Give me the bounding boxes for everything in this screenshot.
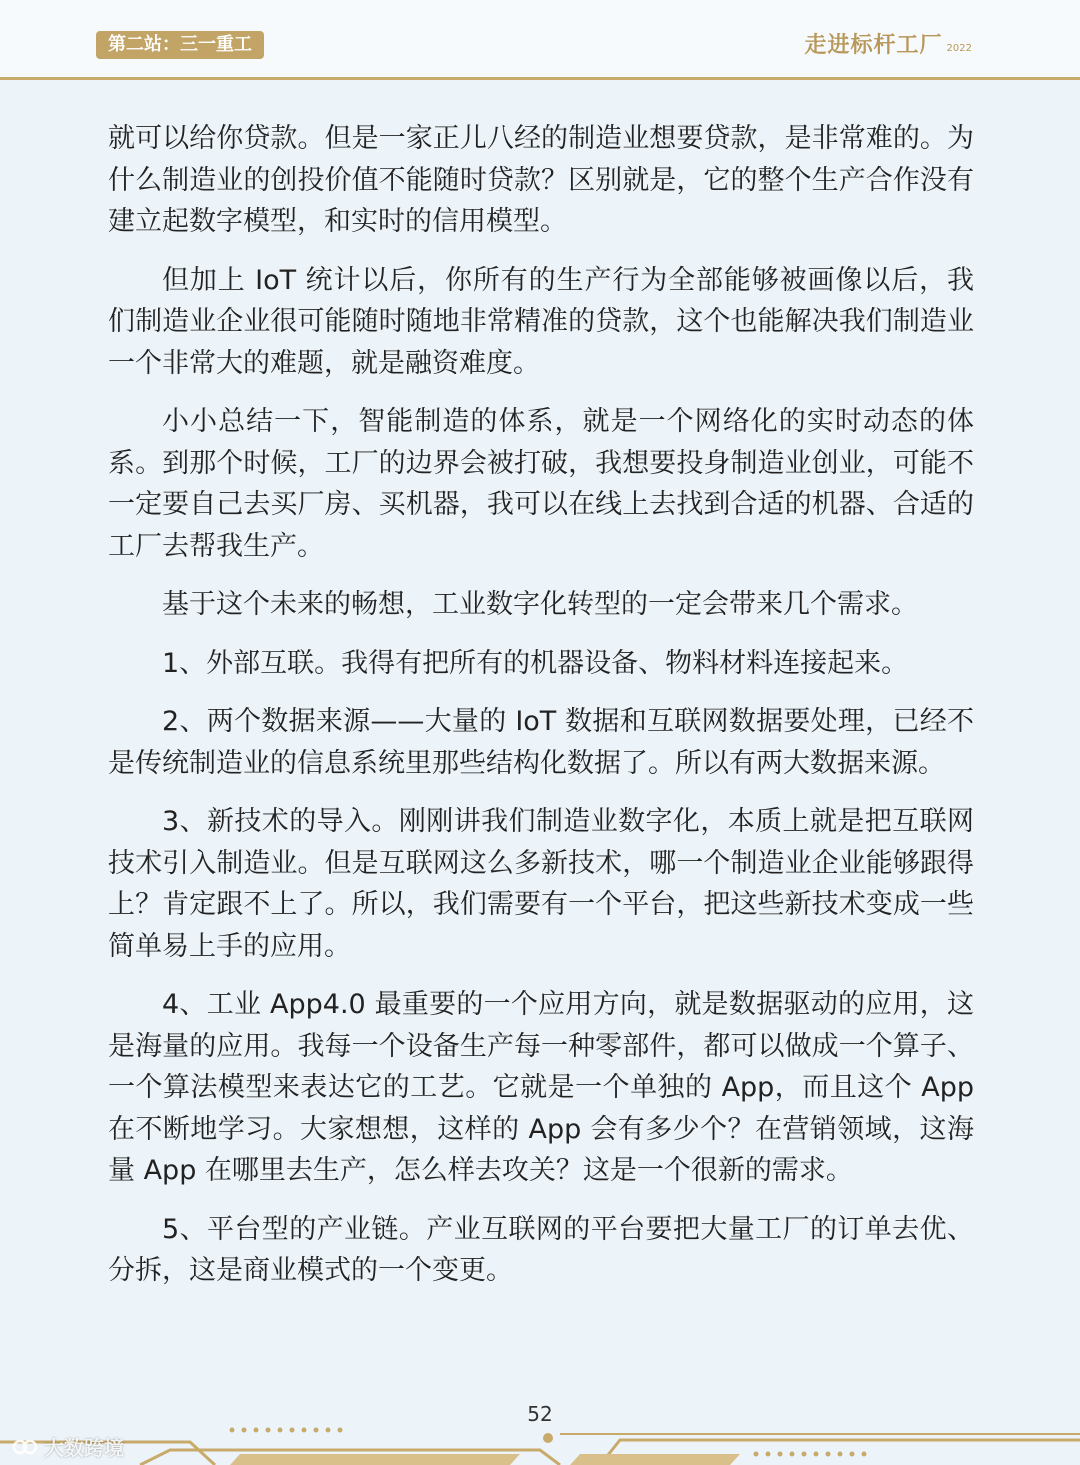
paragraph: 2、两个数据来源——大量的 IoT 数据和互联网数据要处理，已经不是传统制造业的信息系统里那些结构化数据了。所以有两大数据来源。 (108, 706, 974, 779)
paragraph: 5、平台型的产业链。产业互联网的平台要把大量工厂的订单去优、分拆，这是商业模式的一个变更。 (108, 1213, 974, 1286)
watermark-logo-icon (12, 1436, 38, 1458)
section-tag: 第二站：三一重工 (96, 31, 264, 59)
watermark (12, 1432, 124, 1461)
paragraph: 但加上 IoT 统计以后，你所有的生产行为全部能够被画像以后，我们制造业企业很可能随时随地非常精准的贷款，这个也能解决我们制造业一个非常大的难题，就是融资难度。 (108, 264, 974, 379)
paragraph: 小小总结一下，智能制造的体系，就是一个网络化的实时动态的体系。到那个时候，工厂的边界会被打破，我想要投身制造业创业，可能不一定要自己去买厂房、买机器，我可以在线上去找到合适的机器、合适的工厂去帮我生产。 (108, 406, 974, 562)
article-body (108, 118, 974, 1309)
watermark-text: 大数跨境 (44, 1436, 124, 1460)
logo-year: 2022 (946, 42, 972, 54)
paragraph: 就可以给你贷款。但是一家正儿八经的制造业想要贷款，是非常难的。为什么制造业的创投价值不能随时贷款？区别就是，它的整个生产合作没有建立起数字模型，和实时的信用模型。 (108, 123, 974, 237)
page-header (0, 0, 1080, 80)
paragraph: 4、工业 App4.0 最重要的一个应用方向，就是数据驱动的应用，这是海量的应用。我每一个设备生产每一种零部件，都可以做成一个算子、一个算法模型来表达它的工艺。它就是一个单独的 App，而且这个 App 在不断地学习。大家想想，这样的 App 会有多少个？在营销领域，这海量 App 在哪里去生产，怎么样去攻关？这是一个很新的需求。 (108, 989, 974, 1186)
footer-decoration (0, 1420, 1080, 1465)
logo-text: 走进标杆工厂 (804, 33, 943, 58)
paragraph: 1、外部互联。我得有把所有的机器设备、物料材料连接起来。 (162, 647, 909, 679)
paragraph: 基于这个未来的畅想，工业数字化转型的一定会带来几个需求。 (162, 589, 918, 620)
paragraph: 3、新技术的导入。刚刚讲我们制造业数字化，本质上就是把互联网技术引入制造业。但是互联网这么多新技术，哪一个制造业企业能够跟得上？肯定跟不上了。所以，我们需要有一个平台，把这些新技术变成一些简单易上手的应用。 (108, 806, 974, 962)
page-number: 52 (527, 1402, 553, 1426)
header-logo (805, 28, 972, 59)
